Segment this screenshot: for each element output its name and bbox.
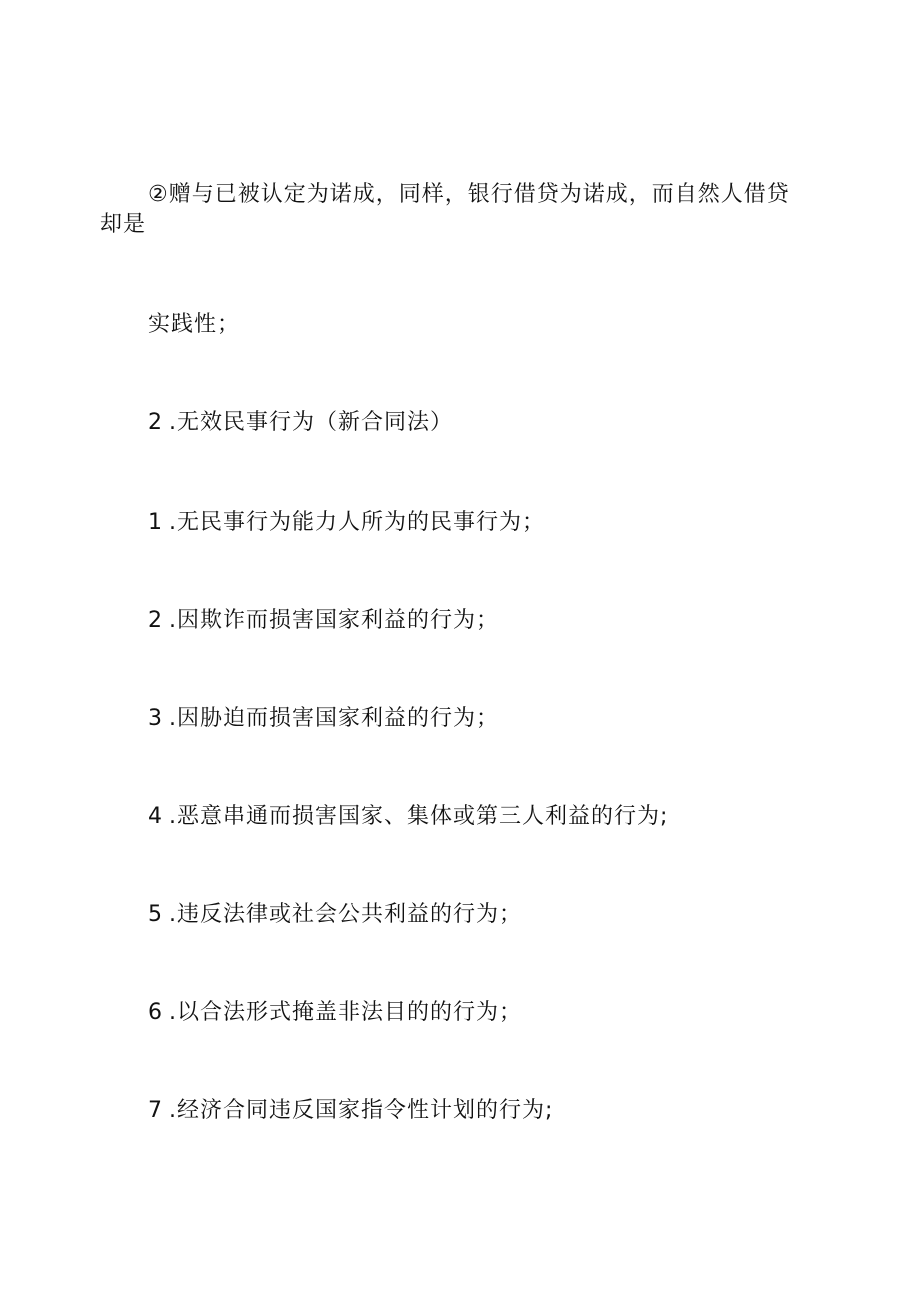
list-item-number: 2	[148, 608, 163, 633]
list-item	[148, 802, 668, 832]
list-item	[148, 704, 499, 734]
list-item	[148, 900, 522, 930]
list-item-number: 1	[148, 510, 163, 535]
list-item-number: 6	[148, 1000, 163, 1025]
section-heading	[148, 408, 453, 438]
list-item-text: .无民事行为能力人所为的民事行为；	[169, 510, 545, 535]
list-item	[148, 508, 545, 538]
list-item-text: .因欺诈而损害国家利益的行为；	[169, 608, 499, 633]
section-title: .无效民事行为（新合同法）	[169, 410, 453, 435]
list-item	[148, 606, 499, 636]
list-item-text: .恶意串通而损害国家、集体或第三人利益的行为;	[169, 804, 669, 829]
list-item-number: 4	[148, 804, 163, 829]
intro-line-1: ②赠与已被认定为诺成，同样，银行借贷为诺成，而自然人借贷	[148, 182, 790, 207]
list-item-text: .违反法律或社会公共利益的行为；	[169, 902, 522, 927]
list-item-text: .经济合同违反国家指令性计划的行为;	[169, 1098, 554, 1123]
list-item	[148, 998, 522, 1028]
list-item-number: 3	[148, 706, 163, 731]
list-item-number: 5	[148, 902, 163, 927]
list-item-text: .因胁迫而损害国家利益的行为；	[169, 706, 499, 731]
list-item-text: .以合法形式掩盖非法目的的行为；	[169, 1000, 522, 1025]
list-item-number: 7	[148, 1098, 163, 1123]
continuation-line: 实践性；	[148, 312, 241, 337]
intro-line-2: 却是	[100, 212, 147, 237]
list-item	[148, 1096, 553, 1126]
intro-paragraph	[100, 180, 820, 240]
section-number: 2	[148, 410, 163, 435]
